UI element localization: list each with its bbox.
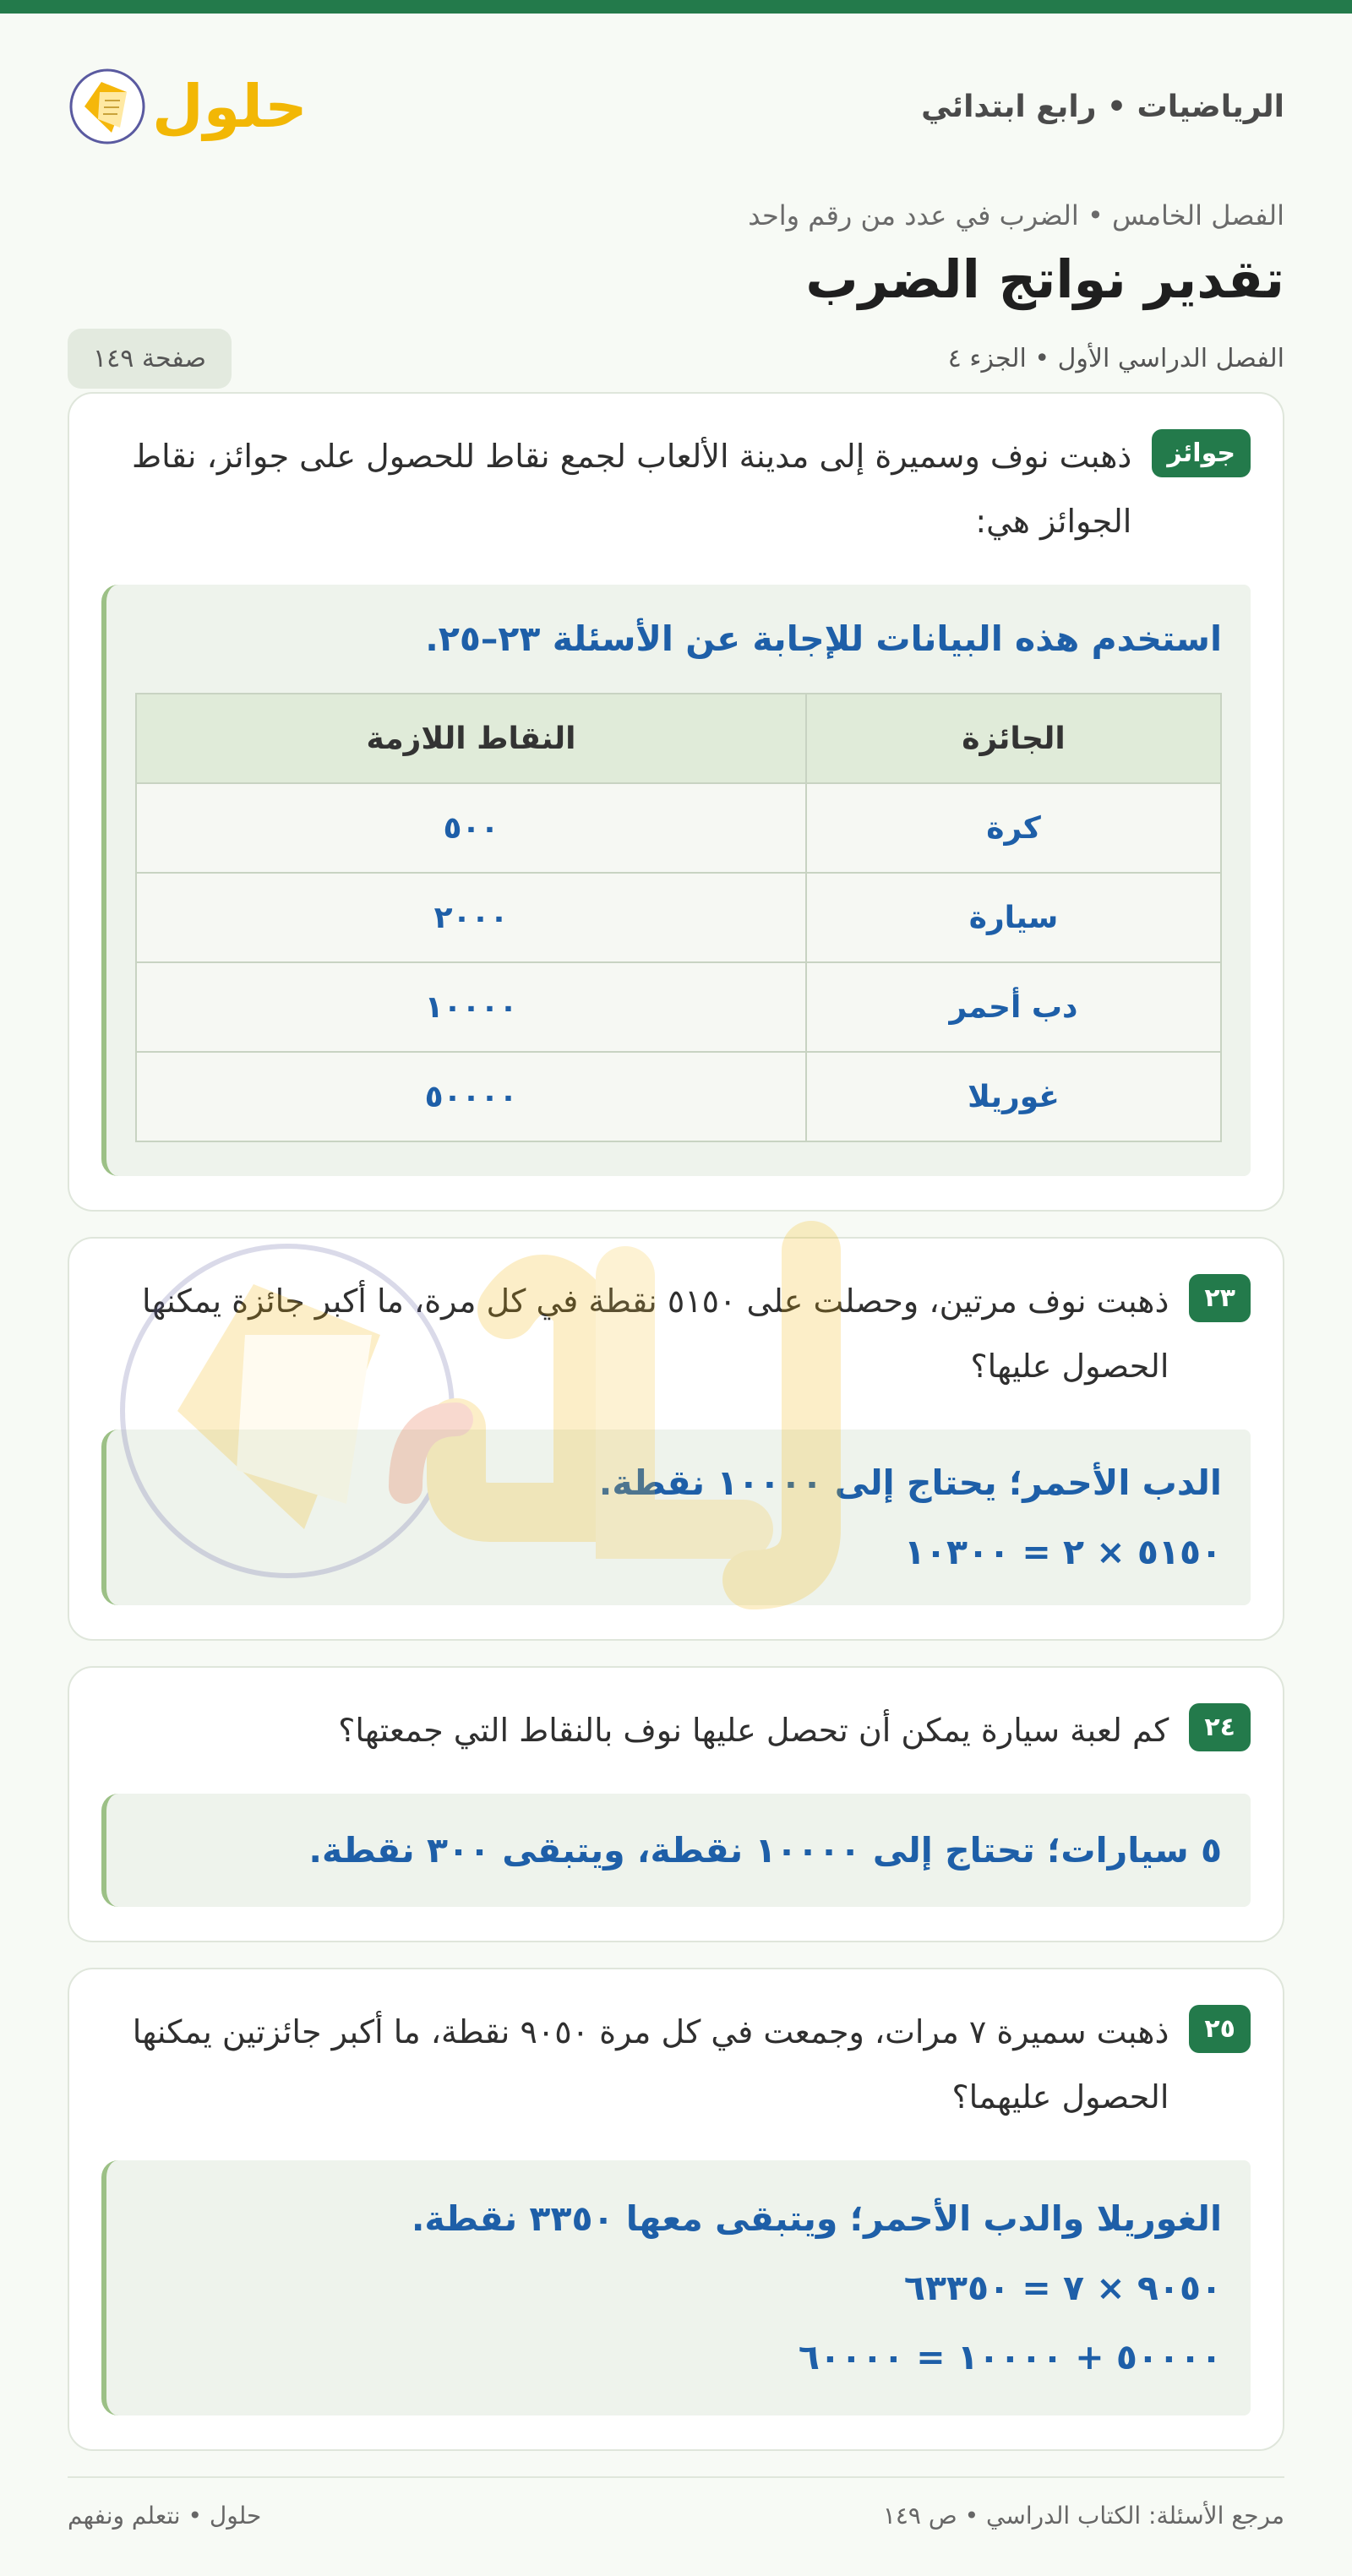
page-header xyxy=(68,14,1284,199)
column-header-points: النقاط اللازمة xyxy=(136,694,806,783)
points-cell: ٥٠٠٠٠ xyxy=(136,1052,806,1141)
table-row xyxy=(136,873,1221,962)
chapter-label: الفصل الخامس • الضرب في عدد من رقم واحد xyxy=(748,199,1284,231)
question-number-badge: ٢٤ xyxy=(1189,1703,1251,1751)
prize-cell: غوريلا xyxy=(806,1052,1221,1141)
answer-line: ٩٠٥٠ × ٧ = ٦٣٣٥٠ xyxy=(903,2268,1222,2308)
prize-cell: كرة xyxy=(806,783,1221,873)
site-logo[interactable] xyxy=(68,67,308,146)
question-card-23 xyxy=(68,1237,1284,1641)
question-text: كم لعبة سيارة يمكن أن تحصل عليها نوف بالنقاط التي جمعتها؟ xyxy=(338,1712,1169,1749)
table-row xyxy=(136,783,1221,873)
answer-panel xyxy=(101,1430,1251,1605)
subject-label: الرياضيات • رابع ابتدائي xyxy=(921,89,1284,124)
question-card-24 xyxy=(68,1666,1284,1942)
column-header-prize: الجائزة xyxy=(806,694,1221,783)
points-cell: ١٠٠٠٠ xyxy=(136,962,806,1052)
page-title: تقدير نواتج الضرب xyxy=(805,248,1284,310)
term-label: الفصل الدراسي الأول • الجزء ٤ xyxy=(947,344,1284,373)
prize-cell: دب أحمر xyxy=(806,962,1221,1052)
points-cell: ٥٠٠ xyxy=(136,783,806,873)
page-footer xyxy=(68,2478,1284,2552)
question-number-badge: ٢٥ xyxy=(1189,2005,1251,2053)
intro-card xyxy=(68,392,1284,1212)
data-table-panel xyxy=(101,585,1251,1176)
top-accent-bar xyxy=(0,0,1352,14)
question-number-badge: ٢٣ xyxy=(1189,1274,1251,1322)
table-instruction: استخدم هذه البيانات للإجابة عن الأسئلة ٢٣–٢٥. xyxy=(425,618,1222,659)
question-text: ذهبت نوف مرتين، وحصلت على ٥١٥٠ نقطة في كل مرة، ما أكبر جائزة يمكنها الحصول عليها؟ xyxy=(142,1283,1169,1385)
page-number-badge: صفحة ١٤٩ xyxy=(68,329,232,389)
footer-tagline: حلول • نتعلم ونفهم xyxy=(68,2501,262,2530)
prizes-table xyxy=(135,693,1222,1142)
points-cell: ٢٠٠٠ xyxy=(136,873,806,962)
answer-line: ٥ سيارات؛ تحتاج إلى ١٠٠٠٠ نقطة، ويتبقى ٣٠٠ نقطة. xyxy=(308,1830,1222,1871)
logo-wordmark: حلول xyxy=(152,72,308,141)
answer-line: ٥١٥٠ × ٢ = ١٠٣٠٠ xyxy=(903,1532,1222,1572)
table-row xyxy=(136,1052,1221,1141)
prize-cell: سيارة xyxy=(806,873,1221,962)
prizes-badge: جوائز xyxy=(1152,429,1251,477)
question-card-25 xyxy=(68,1968,1284,2451)
answer-line: ٥٠٠٠٠ + ١٠٠٠٠ = ٦٠٠٠٠ xyxy=(798,2337,1222,2377)
answer-line: الغوريلا والدب الأحمر؛ ويتبقى معها ٣٣٥٠ نقطة. xyxy=(411,2198,1222,2239)
answer-line: الدب الأحمر؛ يحتاج إلى ١٠٠٠٠ نقطة. xyxy=(598,1462,1222,1503)
question-text: ذهبت سميرة ٧ مرات، وجمعت في كل مرة ٩٠٥٠ نقطة، ما أكبر جائزتين يمكنها الحصول عليهما؟ xyxy=(132,2013,1169,2116)
table-row xyxy=(136,962,1221,1052)
answer-panel xyxy=(101,2160,1251,2415)
book-logo-icon xyxy=(68,67,147,146)
answer-panel xyxy=(101,1794,1251,1907)
footer-reference: مرجع الأسئلة: الكتاب الدراسي • ص ١٤٩ xyxy=(882,2501,1284,2530)
table-header-row xyxy=(136,694,1221,783)
intro-text: ذهبت نوف وسميرة إلى مدينة الألعاب لجمع نقاط للحصول على جوائز، نقاط الجوائز هي: xyxy=(131,438,1132,540)
